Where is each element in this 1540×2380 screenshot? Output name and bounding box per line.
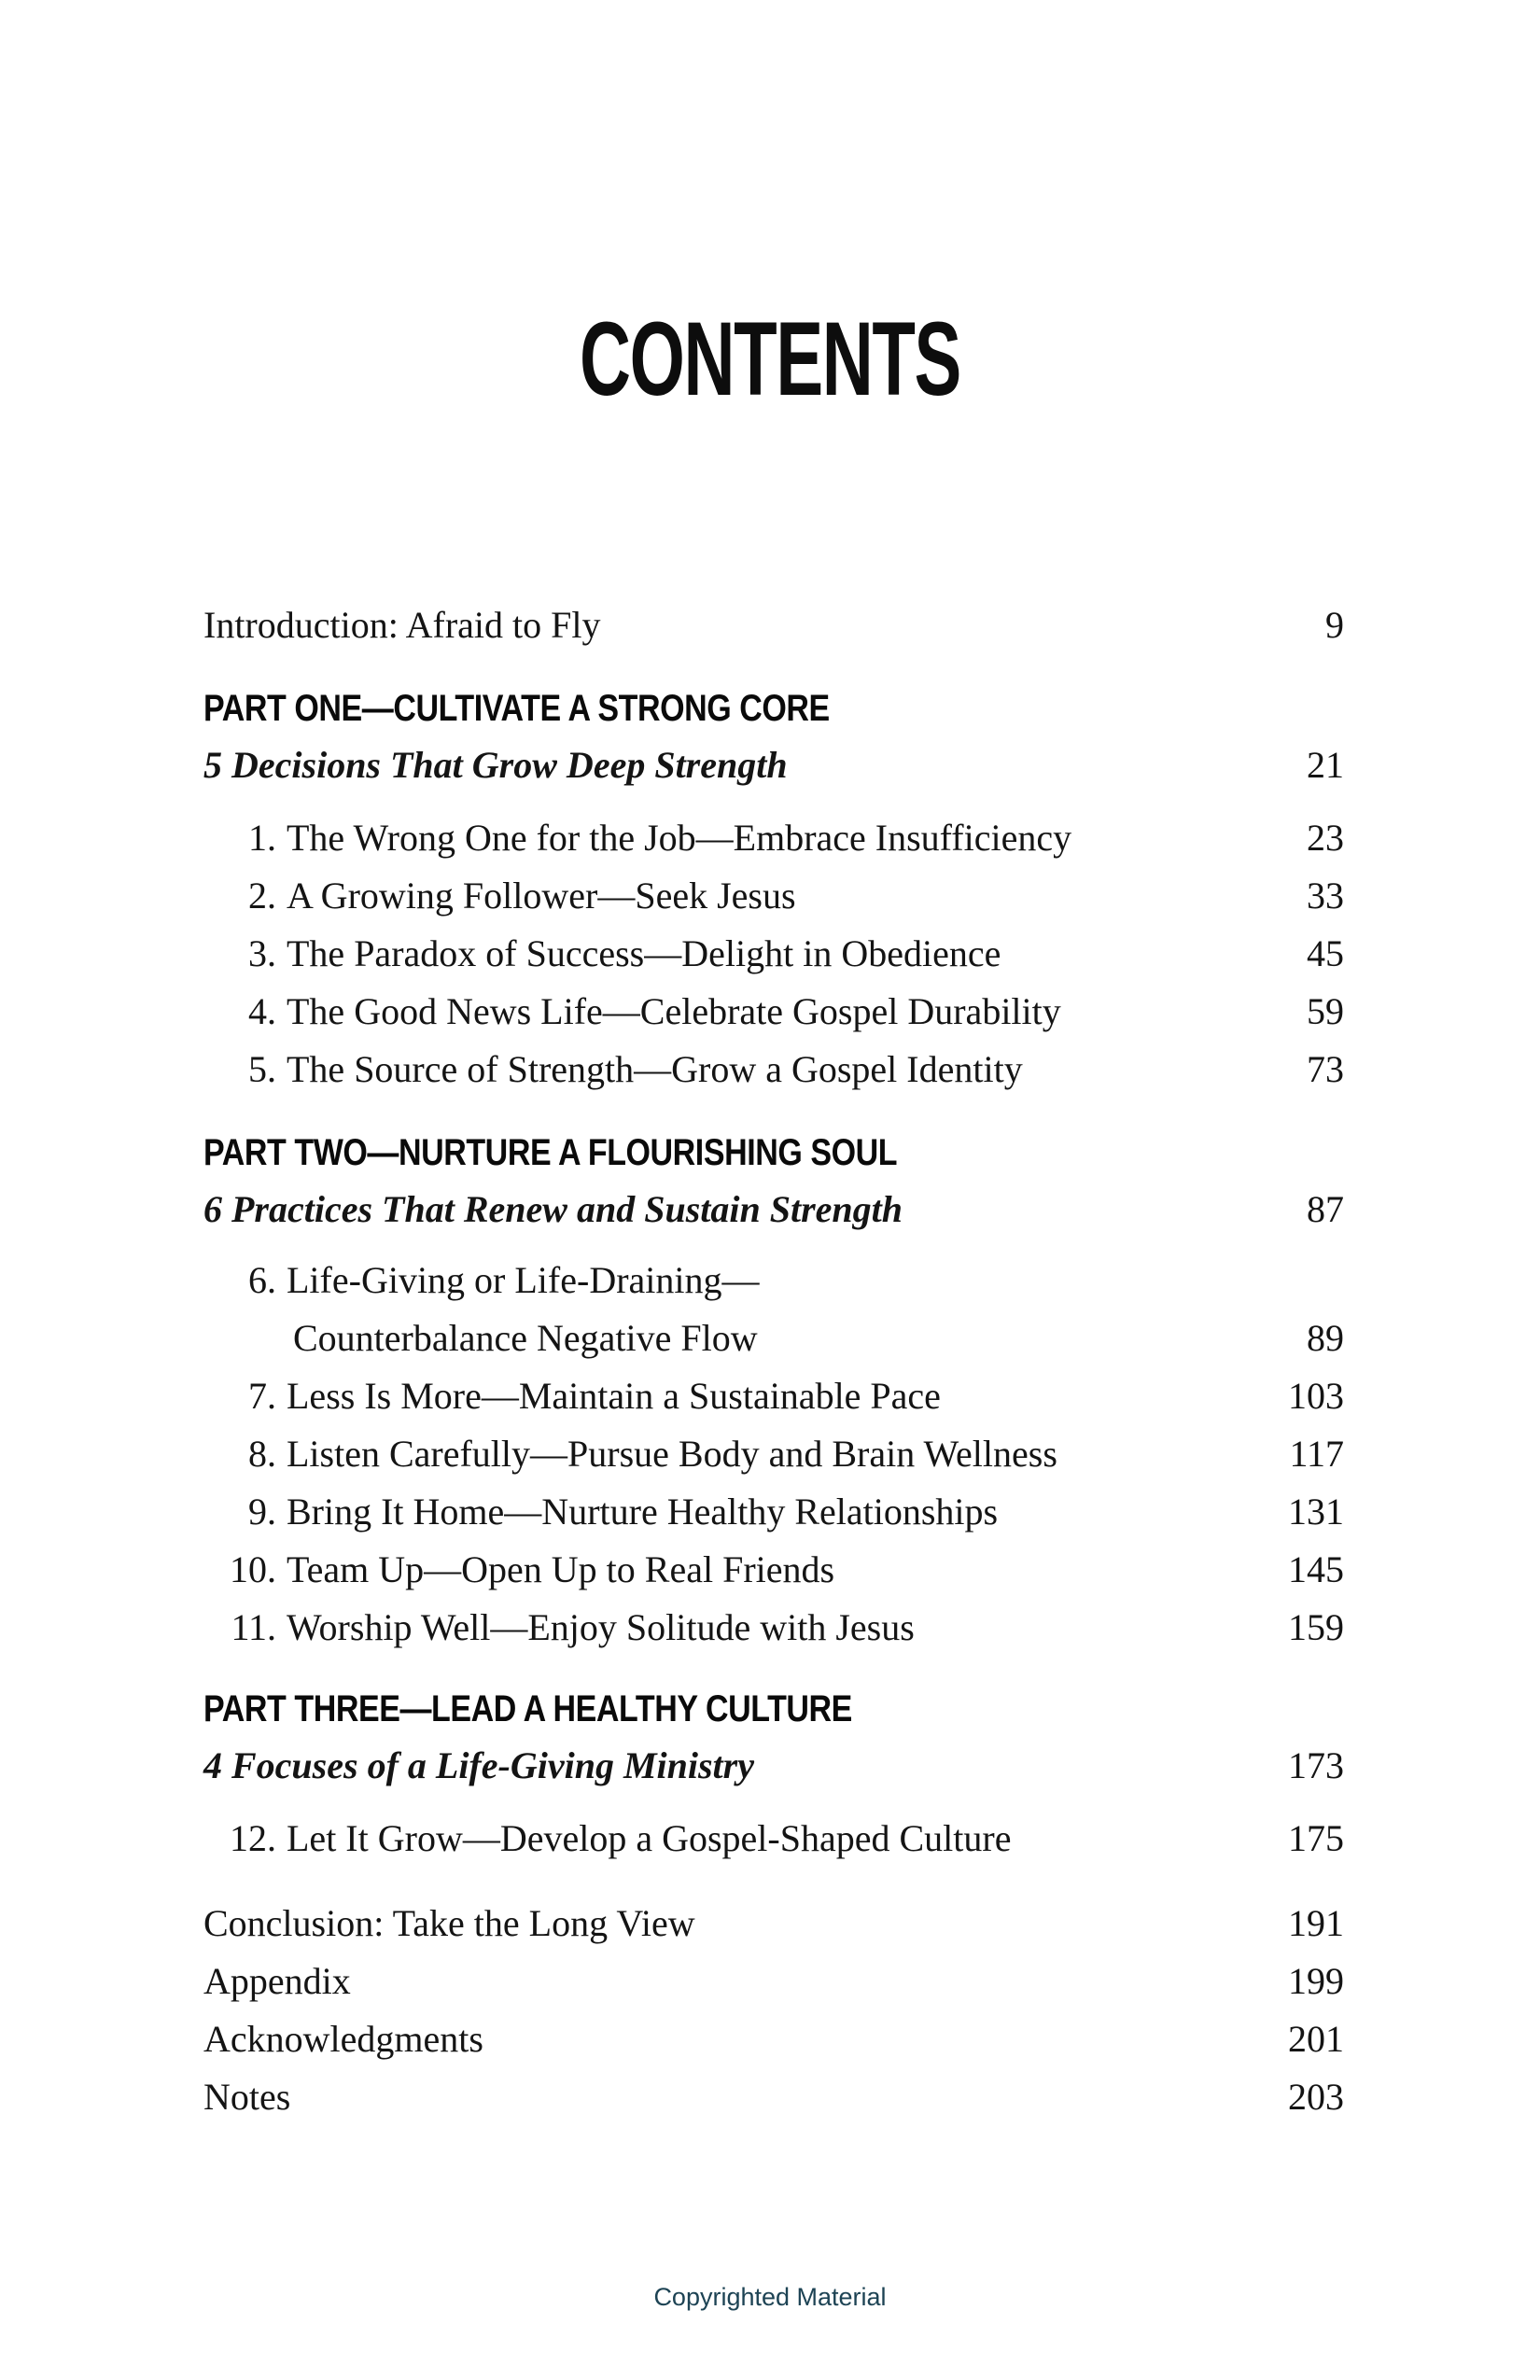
chapter-title: Bring It Home—Nurture Healthy Relationships (287, 1491, 999, 1533)
entry-page: 199 (1288, 1960, 1344, 2002)
chapter-page: 23 (1307, 817, 1344, 859)
part-subtitle-page: 21 (1307, 744, 1344, 786)
chapter-title: Listen Carefully—Pursue Body and Brain Wellness (287, 1433, 1057, 1475)
chapter-number: 6. (248, 1259, 276, 1301)
part-two-subtitle (203, 1181, 1344, 1239)
part-subtitle-text: 5 Decisions That Grow Deep Strength (203, 744, 788, 786)
toc-entry-chapter-7 (203, 1367, 1344, 1425)
entry-title: Acknowledgments (203, 2018, 483, 2060)
toc-entry-appendix (203, 1953, 1344, 2010)
toc-entry-chapter-10 (203, 1541, 1344, 1599)
chapter-page: 117 (1289, 1433, 1344, 1475)
part-three-heading (203, 1687, 1344, 1731)
part-one-heading (203, 686, 1344, 731)
part-two-heading (203, 1130, 1344, 1175)
part-one-subtitle (203, 736, 1344, 794)
page-title (0, 301, 1540, 417)
chapter-number: 11. (231, 1606, 276, 1648)
entry-page: 9 (1325, 604, 1344, 646)
toc-entry-introduction (203, 596, 1344, 654)
chapter-number: 1. (248, 817, 276, 859)
chapter-number: 5. (248, 1048, 276, 1090)
toc-entry-chapter-9 (203, 1483, 1344, 1541)
chapter-title: Life-Giving or Life-Draining— (287, 1259, 760, 1301)
entry-page: 191 (1288, 1902, 1344, 1944)
entry-title: Notes (203, 2076, 291, 2118)
chapter-number: 3. (248, 932, 276, 974)
chapter-page: 33 (1307, 875, 1344, 917)
chapter-title: A Growing Follower—Seek Jesus (287, 875, 796, 917)
part-subtitle-text: 6 Practices That Renew and Sustain Strength (203, 1188, 903, 1230)
page-title-text: CONTENTS (580, 301, 960, 417)
entry-page: 203 (1288, 2076, 1344, 2118)
entry-title: Appendix (203, 1960, 351, 2002)
toc-entry-chapter-6-line2 (203, 1309, 1344, 1367)
part-subtitle-page: 87 (1307, 1188, 1344, 1230)
chapter-title: Worship Well—Enjoy Solitude with Jesus (287, 1606, 915, 1648)
chapter-page: 159 (1288, 1606, 1344, 1648)
chapter-page: 103 (1288, 1375, 1344, 1417)
chapter-title: The Good News Life—Celebrate Gospel Durability (287, 990, 1061, 1032)
toc-entry-notes (203, 2068, 1344, 2126)
chapter-page: 175 (1288, 1817, 1344, 1859)
chapter-number: 12. (230, 1817, 276, 1859)
part-one-heading-text: PART ONE—CULTIVATE A STRONG CORE (203, 688, 830, 729)
part-three-heading-text: PART THREE—LEAD A HEALTHY CULTURE (203, 1688, 852, 1729)
toc-entry-chapter-2 (203, 867, 1344, 925)
entry-title: Introduction: Afraid to Fly (203, 604, 601, 646)
toc-entry-chapter-5 (203, 1041, 1344, 1099)
toc-entry-chapter-3 (203, 925, 1344, 983)
chapter-number: 4. (248, 990, 276, 1032)
part-subtitle-page: 173 (1288, 1744, 1344, 1786)
part-subtitle-text: 4 Focuses of a Life-Giving Ministry (203, 1744, 754, 1786)
chapter-title: Less Is More—Maintain a Sustainable Pace (287, 1375, 941, 1417)
entry-title: Conclusion: Take the Long View (203, 1902, 695, 1944)
toc-entry-acknowledgments (203, 2010, 1344, 2068)
chapter-page: 131 (1288, 1491, 1344, 1533)
chapter-number: 2. (248, 875, 276, 917)
chapter-page: 73 (1307, 1048, 1344, 1090)
chapter-page: 145 (1288, 1548, 1344, 1590)
chapter-title: The Wrong One for the Job—Embrace Insufficiency (287, 817, 1072, 859)
toc-entry-chapter-12 (203, 1810, 1344, 1868)
part-two-heading-text: PART TWO—NURTURE A FLOURISHING SOUL (203, 1132, 898, 1173)
toc-entry-conclusion (203, 1895, 1344, 1953)
chapter-title: Let It Grow—Develop a Gospel-Shaped Culture (287, 1817, 1012, 1859)
chapter-number: 8. (248, 1433, 276, 1475)
chapter-title: Team Up—Open Up to Real Friends (287, 1548, 835, 1590)
toc-entry-chapter-8 (203, 1425, 1344, 1483)
chapter-page: 59 (1307, 990, 1344, 1032)
chapter-page: 89 (1307, 1317, 1344, 1359)
chapter-number: 9. (248, 1491, 276, 1533)
toc-entry-chapter-1 (203, 809, 1344, 867)
toc-entry-chapter-6-line1 (203, 1252, 1344, 1309)
toc-entry-chapter-4 (203, 983, 1344, 1041)
entry-page: 201 (1288, 2018, 1344, 2060)
chapter-title: The Source of Strength—Grow a Gospel Identity (287, 1048, 1023, 1090)
copyright-notice: Copyrighted Material (653, 2283, 887, 2311)
chapter-title-continuation: Counterbalance Negative Flow (293, 1317, 758, 1359)
toc-entry-chapter-11 (203, 1599, 1344, 1657)
chapter-title: The Paradox of Success—Delight in Obedience (287, 932, 1001, 974)
part-three-subtitle (203, 1737, 1344, 1795)
chapter-number: 10. (230, 1548, 276, 1590)
chapter-number: 7. (248, 1375, 276, 1417)
chapter-page: 45 (1307, 932, 1344, 974)
